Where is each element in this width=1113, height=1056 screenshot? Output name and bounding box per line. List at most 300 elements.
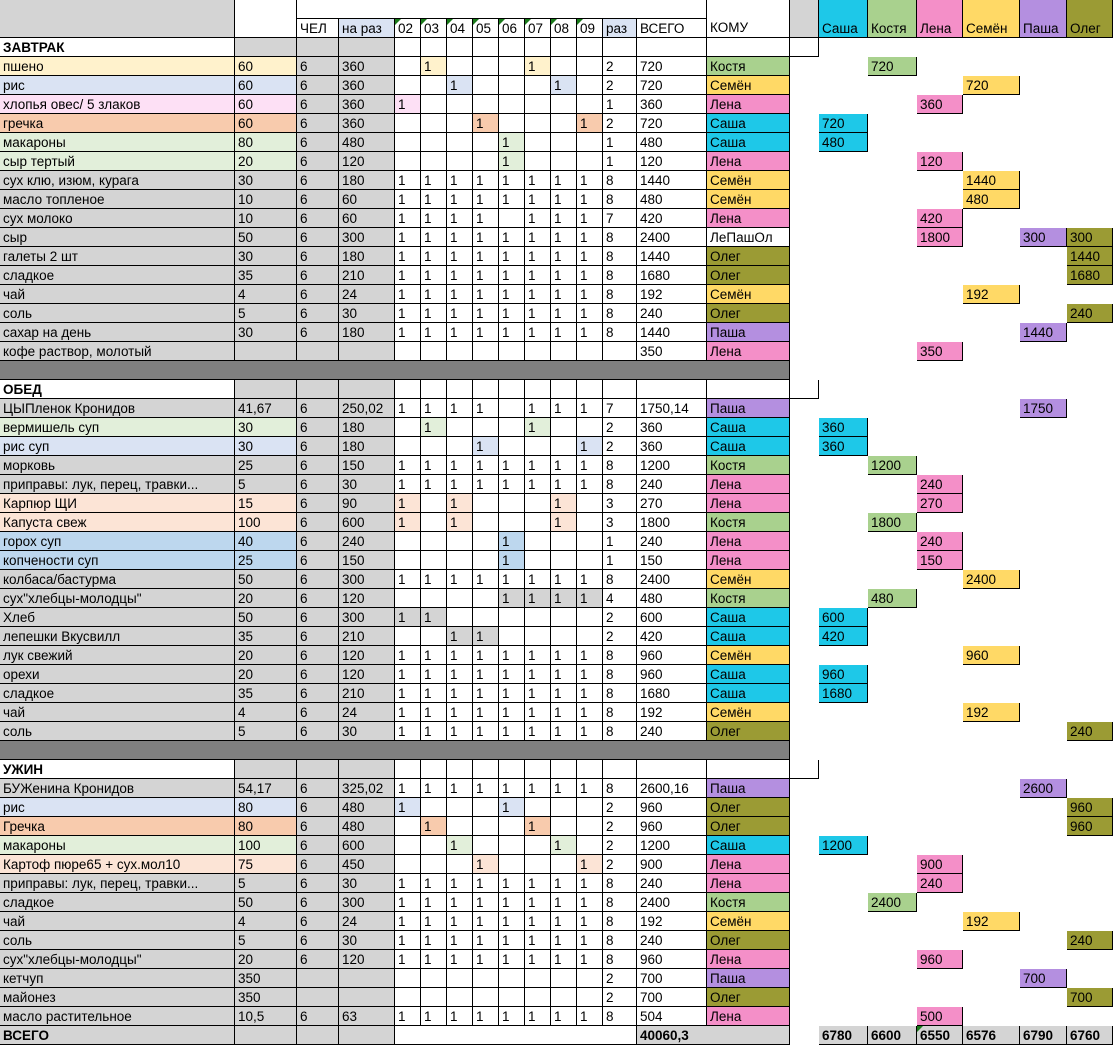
day-d07-value[interactable]: 1 <box>525 418 551 437</box>
day-d07-value[interactable]: 1 <box>525 1007 551 1026</box>
na-raz-value[interactable]: 60 <box>235 76 297 95</box>
alloc-kostya[interactable] <box>868 171 917 190</box>
day-d07-value[interactable]: 1 <box>525 57 551 76</box>
day-d08-value[interactable] <box>551 532 577 551</box>
alloc-semen[interactable] <box>963 665 1020 684</box>
na-raz-value[interactable]: 10 <box>235 209 297 228</box>
chel-value[interactable]: 6 <box>297 798 339 817</box>
chel-value[interactable]: 6 <box>297 551 339 570</box>
alloc-lena[interactable] <box>917 304 963 323</box>
spacer-cell[interactable] <box>790 703 819 722</box>
alloc-pasha[interactable] <box>1020 513 1067 532</box>
alloc-sasha[interactable]: 960 <box>819 665 868 684</box>
item-name[interactable]: сыр тертый <box>0 152 235 171</box>
komu-value[interactable]: ЛеПашОл <box>707 228 790 247</box>
day-d06-value[interactable]: 1 <box>499 684 525 703</box>
spacer-cell[interactable] <box>790 133 819 152</box>
semen-cell[interactable] <box>963 760 1020 779</box>
alloc-pasha[interactable] <box>1020 475 1067 494</box>
alloc-lena[interactable] <box>917 931 963 950</box>
day-d08-value[interactable]: 1 <box>551 684 577 703</box>
day-d04-value[interactable] <box>447 114 473 133</box>
alloc-sasha[interactable]: 1200 <box>819 836 868 855</box>
day-d06-value[interactable]: 1 <box>499 893 525 912</box>
day-d06-value[interactable] <box>499 513 525 532</box>
chel-value[interactable]: 6 <box>297 418 339 437</box>
day-d04-value[interactable]: 1 <box>447 266 473 285</box>
chel-value[interactable]: 6 <box>297 475 339 494</box>
day-d03-value[interactable] <box>421 342 447 361</box>
alloc-sasha[interactable] <box>819 95 868 114</box>
alloc-semen[interactable] <box>963 551 1020 570</box>
alloc-semen[interactable] <box>963 589 1020 608</box>
day-d02-value[interactable] <box>395 817 421 836</box>
raz-value[interactable]: 8 <box>603 1007 637 1026</box>
day-d07-value[interactable] <box>525 133 551 152</box>
naraz-value[interactable]: 360 <box>339 57 395 76</box>
alloc-kostya[interactable] <box>868 988 917 1007</box>
na-raz-value[interactable]: 30 <box>235 323 297 342</box>
chel-value[interactable]: 6 <box>297 152 339 171</box>
d03-cell[interactable] <box>421 760 447 779</box>
alloc-oleg[interactable] <box>1067 589 1113 608</box>
day-d03-value[interactable]: 1 <box>421 209 447 228</box>
day-d05-value[interactable] <box>473 494 499 513</box>
day-d08-value[interactable]: 1 <box>551 494 577 513</box>
day-d05-value[interactable]: 1 <box>473 950 499 969</box>
kostya-cell[interactable] <box>868 38 917 57</box>
day-d07-value[interactable]: 1 <box>525 456 551 475</box>
day-d06-value[interactable]: 1 <box>499 266 525 285</box>
item-name[interactable]: горох суп <box>0 532 235 551</box>
day-d05-value[interactable]: 1 <box>473 228 499 247</box>
day-d04-value[interactable] <box>447 988 473 1007</box>
d03-cell[interactable] <box>421 380 447 399</box>
alloc-oleg[interactable]: 240 <box>1067 304 1113 323</box>
day-d06-value[interactable]: 1 <box>499 912 525 931</box>
naraz-value[interactable]: 250,02 <box>339 399 395 418</box>
pasha-cell[interactable] <box>1020 760 1067 779</box>
alloc-pasha[interactable] <box>1020 855 1067 874</box>
alloc-pasha[interactable] <box>1020 190 1067 209</box>
na-raz-value[interactable]: 54,17 <box>235 779 297 798</box>
day-d03-value[interactable]: 1 <box>421 418 447 437</box>
header-naraz2[interactable]: на раз <box>339 19 395 38</box>
chel-value[interactable]: 6 <box>297 703 339 722</box>
day-d07-value[interactable]: 1 <box>525 399 551 418</box>
day-d06-value[interactable] <box>499 437 525 456</box>
alloc-sasha[interactable] <box>819 988 868 1007</box>
naraz-value[interactable]: 300 <box>339 228 395 247</box>
alloc-lena[interactable] <box>917 836 963 855</box>
alloc-pasha[interactable] <box>1020 418 1067 437</box>
chel-value[interactable]: 6 <box>297 247 339 266</box>
chel-value[interactable]: 6 <box>297 95 339 114</box>
spacer-cell[interactable] <box>790 988 819 1007</box>
day-d04-value[interactable]: 1 <box>447 779 473 798</box>
na-raz-value[interactable]: 60 <box>235 114 297 133</box>
spacer-cell[interactable] <box>790 646 819 665</box>
item-name[interactable]: сух"хлебцы-молодцы" <box>0 589 235 608</box>
komu-value[interactable]: Лена <box>707 152 790 171</box>
alloc-lena[interactable] <box>917 171 963 190</box>
day-d03-value[interactable]: 1 <box>421 779 447 798</box>
na-raz-value[interactable] <box>235 342 297 361</box>
alloc-lena[interactable] <box>917 133 963 152</box>
spacer-cell[interactable] <box>790 570 819 589</box>
day-d08-value[interactable]: 1 <box>551 703 577 722</box>
day-d04-value[interactable]: 1 <box>447 570 473 589</box>
day-d07-value[interactable]: 1 <box>525 703 551 722</box>
raz-value[interactable]: 1 <box>603 95 637 114</box>
raz-value[interactable] <box>603 342 637 361</box>
day-d06-value[interactable] <box>499 209 525 228</box>
header-chel[interactable]: ЧЕЛ <box>297 19 339 38</box>
alloc-lena[interactable] <box>917 893 963 912</box>
chel-value[interactable]: 6 <box>297 266 339 285</box>
raz-value[interactable]: 8 <box>603 285 637 304</box>
alloc-pasha[interactable] <box>1020 285 1067 304</box>
raz-value[interactable]: 8 <box>603 874 637 893</box>
totals-sasha[interactable]: 6780 <box>819 1026 868 1045</box>
alloc-pasha[interactable] <box>1020 570 1067 589</box>
spacer-cell[interactable] <box>790 475 819 494</box>
day-d06-value[interactable] <box>499 817 525 836</box>
header-d07[interactable]: 07 <box>525 19 551 38</box>
day-d07-value[interactable]: 1 <box>525 247 551 266</box>
alloc-semen[interactable] <box>963 209 1020 228</box>
day-d02-value[interactable] <box>395 114 421 133</box>
day-d03-value[interactable] <box>421 969 447 988</box>
item-name[interactable]: Карпюр ЩИ <box>0 494 235 513</box>
alloc-semen[interactable] <box>963 627 1020 646</box>
day-d05-value[interactable] <box>473 836 499 855</box>
alloc-semen[interactable] <box>963 969 1020 988</box>
raz-value[interactable]: 8 <box>603 171 637 190</box>
raz-value[interactable]: 8 <box>603 190 637 209</box>
alloc-kostya[interactable] <box>868 532 917 551</box>
naraz-value[interactable]: 24 <box>339 703 395 722</box>
day-d02-value[interactable]: 1 <box>395 494 421 513</box>
day-d06-value[interactable] <box>499 836 525 855</box>
kostya-cell[interactable] <box>868 380 917 399</box>
day-d06-value[interactable] <box>499 627 525 646</box>
alloc-sasha[interactable] <box>819 722 868 741</box>
alloc-oleg[interactable] <box>1067 190 1113 209</box>
day-d08-value[interactable]: 1 <box>551 722 577 741</box>
day-d03-value[interactable]: 1 <box>421 817 447 836</box>
alloc-oleg[interactable] <box>1067 133 1113 152</box>
alloc-semen[interactable] <box>963 684 1020 703</box>
day-d03-value[interactable]: 1 <box>421 266 447 285</box>
naraz-value[interactable]: 210 <box>339 684 395 703</box>
day-d07-value[interactable]: 1 <box>525 931 551 950</box>
day-d02-value[interactable]: 1 <box>395 228 421 247</box>
alloc-semen[interactable]: 2400 <box>963 570 1020 589</box>
day-d03-value[interactable]: 1 <box>421 323 447 342</box>
day-d08-value[interactable]: 1 <box>551 931 577 950</box>
spacer-cell[interactable] <box>790 893 819 912</box>
alloc-sasha[interactable] <box>819 646 868 665</box>
alloc-semen[interactable] <box>963 988 1020 1007</box>
alloc-kostya[interactable] <box>868 323 917 342</box>
day-d08-value[interactable] <box>551 437 577 456</box>
day-d08-value[interactable]: 1 <box>551 950 577 969</box>
header-person-pasha[interactable]: Паша <box>1020 0 1067 38</box>
alloc-pasha[interactable] <box>1020 76 1067 95</box>
day-d02-value[interactable]: 1 <box>395 798 421 817</box>
spacer-cell[interactable] <box>790 190 819 209</box>
alloc-sasha[interactable] <box>819 456 868 475</box>
item-name[interactable]: приправы: лук, перец, травки... <box>0 874 235 893</box>
raz-value[interactable]: 8 <box>603 912 637 931</box>
day-d09-value[interactable] <box>577 627 603 646</box>
day-d03-value[interactable]: 1 <box>421 646 447 665</box>
day-d04-value[interactable]: 1 <box>447 456 473 475</box>
day-d04-value[interactable] <box>447 817 473 836</box>
alloc-oleg[interactable] <box>1067 779 1113 798</box>
day-d09-value[interactable]: 1 <box>577 209 603 228</box>
alloc-sasha[interactable] <box>819 931 868 950</box>
item-name[interactable]: колбаса/бастурма <box>0 570 235 589</box>
day-d02-value[interactable] <box>395 418 421 437</box>
alloc-lena[interactable]: 240 <box>917 532 963 551</box>
item-name[interactable]: соль <box>0 931 235 950</box>
alloc-kostya[interactable] <box>868 304 917 323</box>
alloc-oleg[interactable]: 240 <box>1067 722 1113 741</box>
day-d06-value[interactable] <box>499 494 525 513</box>
na_raz-cell[interactable] <box>235 1026 297 1045</box>
day-d02-value[interactable] <box>395 57 421 76</box>
day-d06-value[interactable] <box>499 342 525 361</box>
item-name[interactable]: соль <box>0 722 235 741</box>
na-raz-value[interactable]: 10,5 <box>235 1007 297 1026</box>
day-d04-value[interactable]: 1 <box>447 399 473 418</box>
raz-value[interactable]: 8 <box>603 570 637 589</box>
totals-kostya[interactable]: 6600 <box>868 1026 917 1045</box>
komu-value[interactable]: Паша <box>707 399 790 418</box>
day-d02-value[interactable]: 1 <box>395 950 421 969</box>
naraz-value[interactable]: 450 <box>339 855 395 874</box>
day-d08-value[interactable] <box>551 988 577 1007</box>
alloc-sasha[interactable] <box>819 494 868 513</box>
alloc-lena[interactable] <box>917 684 963 703</box>
alloc-pasha[interactable] <box>1020 608 1067 627</box>
day-d05-value[interactable]: 1 <box>473 684 499 703</box>
alloc-oleg[interactable] <box>1067 627 1113 646</box>
chel-value[interactable]: 6 <box>297 456 339 475</box>
header-raz[interactable]: раз <box>603 19 637 38</box>
chel-value[interactable]: 6 <box>297 684 339 703</box>
alloc-pasha[interactable]: 700 <box>1020 969 1067 988</box>
day-d02-value[interactable] <box>395 627 421 646</box>
alloc-oleg[interactable] <box>1067 703 1113 722</box>
day-d02-value[interactable]: 1 <box>395 513 421 532</box>
alloc-kostya[interactable] <box>868 703 917 722</box>
alloc-sasha[interactable] <box>819 817 868 836</box>
komu-value[interactable]: Саша <box>707 665 790 684</box>
day-d09-value[interactable] <box>577 988 603 1007</box>
naraz-value[interactable]: 180 <box>339 418 395 437</box>
vsego-value[interactable]: 1800 <box>637 513 707 532</box>
vsego-value[interactable]: 150 <box>637 551 707 570</box>
day-d04-value[interactable]: 1 <box>447 247 473 266</box>
day-d02-value[interactable]: 1 <box>395 1007 421 1026</box>
alloc-pasha[interactable] <box>1020 494 1067 513</box>
day-d05-value[interactable]: 1 <box>473 627 499 646</box>
alloc-sasha[interactable] <box>819 1007 868 1026</box>
komu-value[interactable]: Паша <box>707 779 790 798</box>
totals-vsego[interactable]: 40060,3 <box>637 1026 790 1045</box>
alloc-sasha[interactable] <box>819 228 868 247</box>
day-d04-value[interactable]: 1 <box>447 627 473 646</box>
day-d02-value[interactable]: 1 <box>395 646 421 665</box>
na-raz-value[interactable]: 350 <box>235 988 297 1007</box>
alloc-lena[interactable] <box>917 703 963 722</box>
item-name[interactable]: сладкое <box>0 893 235 912</box>
na-raz-value[interactable]: 50 <box>235 893 297 912</box>
totals-semen[interactable]: 6576 <box>963 1026 1020 1045</box>
day-d02-value[interactable] <box>395 152 421 171</box>
alloc-kostya[interactable] <box>868 931 917 950</box>
naraz-value[interactable]: 24 <box>339 285 395 304</box>
day-d03-value[interactable]: 1 <box>421 190 447 209</box>
alloc-kostya[interactable] <box>868 228 917 247</box>
na-raz-value[interactable]: 5 <box>235 931 297 950</box>
naraz-value[interactable]: 60 <box>339 190 395 209</box>
day-d05-value[interactable] <box>473 608 499 627</box>
chel-value[interactable]: 6 <box>297 608 339 627</box>
alloc-kostya[interactable] <box>868 437 917 456</box>
alloc-semen[interactable] <box>963 722 1020 741</box>
day-d06-value[interactable]: 1 <box>499 475 525 494</box>
day-d06-value[interactable]: 1 <box>499 798 525 817</box>
day-d06-value[interactable]: 1 <box>499 950 525 969</box>
header-d05[interactable]: 05 <box>473 19 499 38</box>
chel-value[interactable]: 6 <box>297 285 339 304</box>
komu-value[interactable]: Саша <box>707 418 790 437</box>
day-d09-value[interactable]: 1 <box>577 931 603 950</box>
day-d04-value[interactable]: 1 <box>447 190 473 209</box>
komu-value[interactable]: Лена <box>707 551 790 570</box>
day-d08-value[interactable]: 1 <box>551 513 577 532</box>
day-d03-value[interactable] <box>421 551 447 570</box>
day-d06-value[interactable]: 1 <box>499 190 525 209</box>
day-d04-value[interactable] <box>447 342 473 361</box>
na-raz-value[interactable]: 80 <box>235 133 297 152</box>
day-d03-value[interactable] <box>421 532 447 551</box>
day-d09-value[interactable] <box>577 608 603 627</box>
spacer-cell[interactable] <box>790 95 819 114</box>
alloc-semen[interactable] <box>963 532 1020 551</box>
kostya-cell[interactable] <box>868 760 917 779</box>
day-d08-value[interactable] <box>551 608 577 627</box>
vsego-value[interactable]: 240 <box>637 874 707 893</box>
day-d05-value[interactable] <box>473 57 499 76</box>
day-d02-value[interactable]: 1 <box>395 323 421 342</box>
na-raz-value[interactable]: 100 <box>235 836 297 855</box>
alloc-oleg[interactable] <box>1067 437 1113 456</box>
alloc-semen[interactable] <box>963 608 1020 627</box>
chel-value[interactable]: 6 <box>297 228 339 247</box>
raz-value[interactable]: 2 <box>603 836 637 855</box>
raz-value[interactable]: 1 <box>603 551 637 570</box>
alloc-sasha[interactable]: 480 <box>819 133 868 152</box>
raz-value[interactable]: 2 <box>603 76 637 95</box>
vsego-value[interactable]: 360 <box>637 95 707 114</box>
header-person-semen[interactable]: Семён <box>963 0 1020 38</box>
alloc-kostya[interactable] <box>868 494 917 513</box>
alloc-pasha[interactable]: 1440 <box>1020 323 1067 342</box>
day-d05-value[interactable]: 1 <box>473 665 499 684</box>
day-d06-value[interactable]: 1 <box>499 665 525 684</box>
alloc-kostya[interactable] <box>868 855 917 874</box>
raz-value[interactable]: 8 <box>603 646 637 665</box>
day-d09-value[interactable]: 1 <box>577 570 603 589</box>
day-d07-value[interactable] <box>525 76 551 95</box>
day-d02-value[interactable]: 1 <box>395 456 421 475</box>
vsego-value[interactable]: 192 <box>637 703 707 722</box>
alloc-pasha[interactable] <box>1020 133 1067 152</box>
day-d02-value[interactable]: 1 <box>395 608 421 627</box>
day-d02-value[interactable]: 1 <box>395 304 421 323</box>
spacer-cell[interactable] <box>790 399 819 418</box>
komu-value[interactable]: Олег <box>707 988 790 1007</box>
day-d02-value[interactable]: 1 <box>395 475 421 494</box>
alloc-sasha[interactable] <box>819 209 868 228</box>
alloc-lena[interactable] <box>917 456 963 475</box>
raz-value[interactable]: 8 <box>603 665 637 684</box>
naraz-value[interactable]: 210 <box>339 266 395 285</box>
day-d05-value[interactable] <box>473 418 499 437</box>
chel-value[interactable] <box>297 988 339 1007</box>
alloc-pasha[interactable] <box>1020 836 1067 855</box>
day-d03-value[interactable] <box>421 589 447 608</box>
alloc-sasha[interactable] <box>819 589 868 608</box>
alloc-pasha[interactable] <box>1020 247 1067 266</box>
day-d03-value[interactable] <box>421 95 447 114</box>
day-d03-value[interactable]: 1 <box>421 228 447 247</box>
alloc-oleg[interactable] <box>1067 494 1113 513</box>
na-raz-value[interactable]: 30 <box>235 437 297 456</box>
raz-value[interactable]: 8 <box>603 228 637 247</box>
chel-value[interactable]: 6 <box>297 399 339 418</box>
day-d07-value[interactable] <box>525 836 551 855</box>
day-d06-value[interactable] <box>499 608 525 627</box>
chel-value[interactable]: 6 <box>297 437 339 456</box>
alloc-sasha[interactable] <box>819 532 868 551</box>
raz-value[interactable]: 2 <box>603 798 637 817</box>
day-d03-value[interactable]: 1 <box>421 247 447 266</box>
day-d09-value[interactable] <box>577 969 603 988</box>
alloc-pasha[interactable] <box>1020 57 1067 76</box>
komu-value[interactable]: Олег <box>707 722 790 741</box>
day-d06-value[interactable]: 1 <box>499 171 525 190</box>
alloc-lena[interactable]: 240 <box>917 475 963 494</box>
header-d04[interactable]: 04 <box>447 19 473 38</box>
day-d05-value[interactable] <box>473 551 499 570</box>
day-d09-value[interactable] <box>577 532 603 551</box>
spacer-cell[interactable] <box>790 38 819 57</box>
day-d05-value[interactable] <box>473 817 499 836</box>
day-d04-value[interactable]: 1 <box>447 874 473 893</box>
day-d08-value[interactable]: 1 <box>551 912 577 931</box>
item-name[interactable]: копчености суп <box>0 551 235 570</box>
komu-value[interactable]: Саша <box>707 608 790 627</box>
lena-cell[interactable] <box>917 38 963 57</box>
komu-value[interactable]: Семён <box>707 703 790 722</box>
spacer-cell[interactable] <box>790 342 819 361</box>
